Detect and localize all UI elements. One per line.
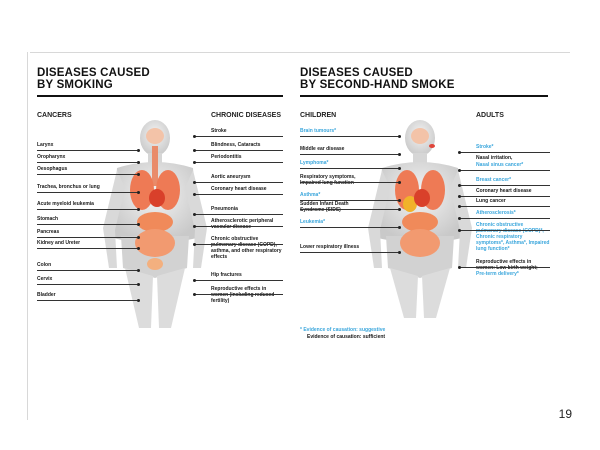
chronic-pointer-dot <box>193 243 196 246</box>
cancer-underline <box>37 192 137 193</box>
adults-disease-label: Chronic obstructive pulmonary disease (COPD)*, Chronic respiratory symptoms*, Asthma*, Impaired lung function* <box>476 222 550 252</box>
children-underline <box>300 154 398 155</box>
children-disease-label: Brain tumours* <box>300 128 337 134</box>
cancer-pointer-dot <box>137 208 140 211</box>
page-number: 19 <box>558 407 572 421</box>
chronic-underline <box>195 214 283 215</box>
children-disease-label: Lymphoma* <box>300 160 329 166</box>
cancer-label: Cervix <box>37 276 53 282</box>
adults-heading: ADULTS <box>476 112 504 119</box>
chronic-disease-label: Blindness, Cataracts <box>211 142 261 148</box>
cancer-pointer-dot <box>137 299 140 302</box>
footnote <box>300 327 385 341</box>
chronic-pointer-dot <box>193 181 196 184</box>
footnote-sufficient: Evidence of causation: sufficient <box>307 334 386 340</box>
cancer-label: Oropharynx <box>37 154 66 160</box>
chronic-underline <box>195 244 283 245</box>
children-underline <box>300 252 398 253</box>
chronic-pointer-dot <box>193 279 196 282</box>
chronic-underline <box>195 294 283 295</box>
chronic-underline <box>195 136 283 137</box>
cancers-heading: CANCERS <box>37 112 72 119</box>
cancer-pointer-dot <box>137 191 140 194</box>
cancer-label: Stomach <box>37 216 59 222</box>
left-margin-line <box>27 52 28 420</box>
chronic-pointer-dot <box>193 213 196 216</box>
chronic-underline <box>195 182 283 183</box>
adults-disease-label: Breast cancer* <box>476 177 512 183</box>
adults-pointer-dot <box>458 151 461 154</box>
cancer-label: Bladder <box>37 292 56 298</box>
adults-disease-label: Coronary heart disease <box>476 188 532 194</box>
cancer-label: Acute myeloid leukemia <box>37 201 94 207</box>
chronic-pointer-dot <box>193 161 196 164</box>
cancer-pointer-dot <box>137 161 140 164</box>
cancer-pointer-dot <box>137 149 140 152</box>
cancer-underline <box>37 284 137 285</box>
chronic-disease-label: Pneumonia <box>211 206 238 212</box>
cancer-label: Larynx <box>37 142 54 148</box>
chronic-pointer-dot <box>193 293 196 296</box>
chronic-underline <box>195 162 283 163</box>
children-pointer-dot <box>398 167 401 170</box>
children-pointer-dot <box>398 208 401 211</box>
cancer-label: Colon <box>37 262 52 268</box>
cancer-underline <box>37 270 137 271</box>
left-title-line2: BY SMOKING <box>37 78 113 91</box>
cancer-pointer-dot <box>137 283 140 286</box>
cancer-underline <box>37 174 137 175</box>
children-underline <box>300 182 398 183</box>
children-disease-label: Lower respiratory illness <box>300 244 360 250</box>
adults-underline <box>460 185 550 186</box>
children-underline <box>300 227 398 228</box>
adults-disease-label: Pre-term delivery* <box>476 271 519 277</box>
chronic-disease-label: Atherosclerotic peripheral vascular disease <box>211 218 274 230</box>
cancer-pointer-dot <box>137 223 140 226</box>
adults-underline <box>460 206 550 207</box>
adults-underline <box>460 196 550 197</box>
cancer-underline <box>37 209 137 210</box>
right-title-rule <box>300 95 548 97</box>
chronic-disease-label: Reproductive effects in women (including reduced fertility) <box>211 286 275 304</box>
chronic-disease-label: Aortic aneurysm <box>211 174 251 180</box>
top-divider <box>30 52 570 53</box>
adults-disease-label: Reproductive effects in women: Low birth weight; <box>476 259 538 271</box>
children-underline <box>300 209 398 210</box>
adults-pointer-dot <box>458 229 461 232</box>
adults-disease-label: Nasal irritation, <box>476 155 513 161</box>
adults-pointer-dot <box>458 266 461 269</box>
cancer-pointer-dot <box>137 173 140 176</box>
right-title <box>300 68 455 91</box>
cancer-underline <box>37 300 137 301</box>
footnote-suggestive: * Evidence of causation: suggestive <box>300 327 386 333</box>
adults-disease-label: Stroke* <box>476 144 494 150</box>
chronic-disease-label: Chronic obstructive pulmonary disease (COPD), asthma, and other respiratory effects <box>211 236 282 260</box>
chronic-diseases-heading: CHRONIC DISEASES <box>211 112 282 119</box>
children-heading: CHILDREN <box>300 112 337 119</box>
cancer-underline <box>37 224 137 225</box>
cancer-label: Trachea, bronchus or lung <box>37 184 100 190</box>
cancer-pointer-dot <box>137 269 140 272</box>
children-pointer-dot <box>398 135 401 138</box>
cancer-pointer-dot <box>137 236 140 239</box>
children-pointer-dot <box>398 181 401 184</box>
adults-disease-label: Lung cancer <box>476 198 506 204</box>
children-disease-label: Asthma* <box>300 192 321 198</box>
adults-underline <box>460 170 550 171</box>
chronic-underline <box>195 194 283 195</box>
children-pointer-dot <box>398 251 401 254</box>
children-disease-label: Sudden Infant Death Syndrome (SIDS) <box>300 201 349 213</box>
chronic-underline <box>195 150 283 151</box>
children-underline <box>300 136 398 137</box>
adults-underline <box>460 152 550 153</box>
children-pointer-dot <box>398 226 401 229</box>
chronic-underline <box>195 280 283 281</box>
chronic-pointer-dot <box>193 149 196 152</box>
adults-pointer-dot <box>458 217 461 220</box>
chronic-disease-label: Stroke <box>211 128 227 134</box>
cancer-pointer-dot <box>137 247 140 250</box>
left-title-line1: DISEASES CAUSED <box>37 67 150 79</box>
adults-pointer-dot <box>458 169 461 172</box>
children-disease-label: Middle ear disease <box>300 146 345 152</box>
right-title-line1: DISEASES CAUSED <box>300 67 413 79</box>
cancer-underline <box>37 162 137 163</box>
chronic-pointer-dot <box>193 135 196 138</box>
children-pointer-dot <box>398 199 401 202</box>
adults-pointer-dot <box>458 195 461 198</box>
adults-pointer-dot <box>458 205 461 208</box>
chronic-pointer-dot <box>193 193 196 196</box>
cancer-underline <box>37 248 137 249</box>
left-title <box>37 68 150 91</box>
children-underline <box>300 168 398 169</box>
adults-underline <box>460 230 550 231</box>
adults-disease-label: Nasal sinus cancer* <box>476 162 524 168</box>
chronic-disease-label: Periodontitis <box>211 154 242 160</box>
chronic-disease-label: Coronary heart disease <box>211 186 267 192</box>
chronic-pointer-dot <box>193 225 196 228</box>
chronic-disease-label: Hip fractures <box>211 272 242 278</box>
left-title-rule <box>37 95 283 97</box>
right-title-line2: BY SECOND-HAND SMOKE <box>300 78 455 91</box>
children-disease-label: Leukemia* <box>300 219 326 225</box>
adults-pointer-dot <box>458 184 461 187</box>
chronic-underline <box>195 226 283 227</box>
cancer-label: Kidney and Ureter <box>37 240 81 246</box>
cancer-label: Pancreas <box>37 229 60 235</box>
cancer-underline <box>37 237 137 238</box>
children-disease-label: Respiratory symptoms, Impaired lung function <box>300 174 356 186</box>
cancer-label: Oesophagus <box>37 166 68 172</box>
children-pointer-dot <box>398 153 401 156</box>
adults-underline <box>460 267 550 268</box>
cancer-underline <box>37 150 137 151</box>
adults-underline <box>460 218 550 219</box>
adults-disease-label: Atherosclerosis* <box>476 210 516 216</box>
